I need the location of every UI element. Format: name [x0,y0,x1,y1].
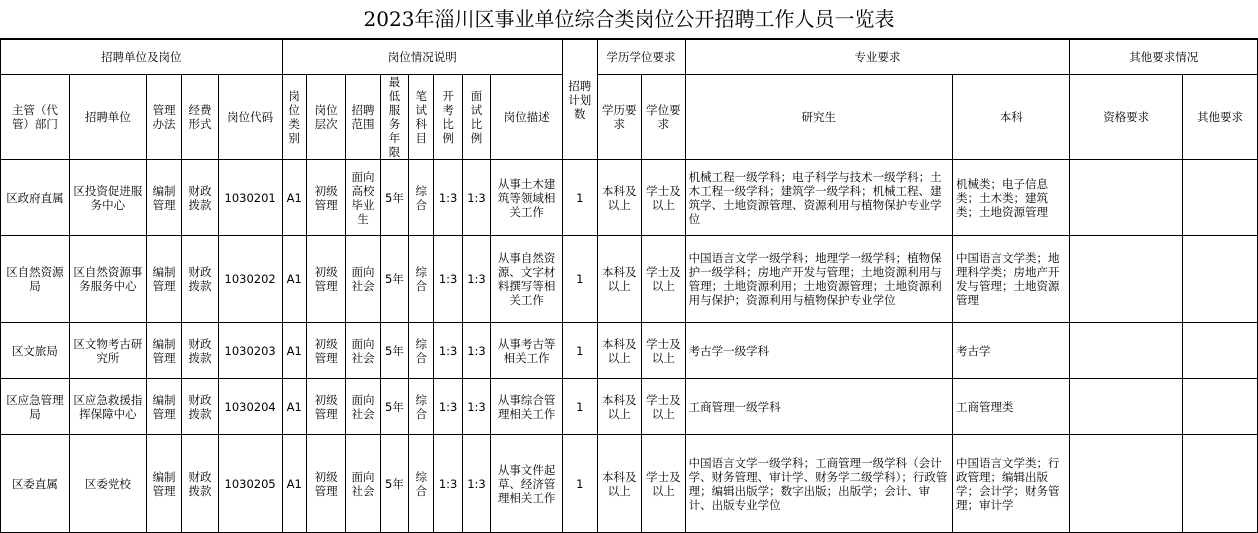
cell-desc: 从事综合管理相关工作 [491,379,563,435]
header-years: 最低服务年限 [380,75,408,160]
cell-degree: 学士及以上 [642,323,686,379]
group-header-row [1,40,1258,75]
cell-category: A1 [282,435,306,533]
cell-edu: 本科及以上 [597,160,642,236]
header-level: 岗位层次 [306,75,346,160]
cell-interview: 1:3 [462,379,490,435]
header-mgmt: 管理办法 [146,75,181,160]
cell-level: 初级管理 [306,379,346,435]
cell-ratio: 1:3 [434,323,462,379]
header-edu: 学历要求 [597,75,642,160]
cell-bach: 考古学 [953,323,1070,379]
header-qual: 资格要求 [1070,75,1182,160]
cell-exam: 综合 [409,435,434,533]
cell-exam: 综合 [409,236,434,323]
cell-category: A1 [282,379,306,435]
cell-dept: 区自然资源局 [1,236,70,323]
cell-plan: 1 [563,323,597,379]
cell-other [1182,323,1257,379]
cell-category: A1 [282,236,306,323]
cell-interview: 1:3 [462,435,490,533]
group-header-other: 其他要求情况 [1070,40,1258,75]
cell-qual [1070,236,1182,323]
cell-ratio: 1:3 [434,435,462,533]
cell-years: 5年 [380,236,408,323]
cell-exam: 综合 [409,160,434,236]
cell-unit: 区文物考古研究所 [69,323,146,379]
cell-interview: 1:3 [462,160,490,236]
cell-plan: 1 [563,160,597,236]
header-other: 其他要求 [1182,75,1257,160]
cell-interview: 1:3 [462,323,490,379]
cell-code: 1030203 [218,323,282,379]
cell-code: 1030204 [218,379,282,435]
cell-funding: 财政拨款 [182,379,218,435]
cell-exam: 综合 [409,323,434,379]
header-exam: 笔试科目 [409,75,434,160]
cell-bach: 中国语言文学类；行政管理；编辑出版学；会计学；财务管理；审计学 [953,435,1070,533]
cell-edu: 本科及以上 [597,379,642,435]
cell-level: 初级管理 [306,160,346,236]
cell-unit: 区委党校 [69,435,146,533]
cell-ratio: 1:3 [434,160,462,236]
cell-mgmt: 编制管理 [146,160,181,236]
cell-grad: 机械工程一级学科；电子科学与技术一级学科；土木工程一级学科；建筑学一级学科；机械工程、建筑学、土地资源管理、资源利用与植物保护专业学位 [685,160,952,236]
group-header-position: 岗位情况说明 [282,40,563,75]
cell-other [1182,435,1257,533]
cell-years: 5年 [380,323,408,379]
header-plan: 招聘计划数 [563,40,597,160]
table-row [1,379,1258,435]
cell-ratio: 1:3 [434,379,462,435]
cell-bach: 机械类；电子信息类；土木类；建筑类；土地资源管理 [953,160,1070,236]
cell-interview: 1:3 [462,236,490,323]
cell-other [1182,160,1257,236]
cell-code: 1030202 [218,236,282,323]
cell-degree: 学士及以上 [642,435,686,533]
cell-degree: 学士及以上 [642,160,686,236]
cell-code: 1030201 [218,160,282,236]
cell-desc: 从事土木建筑等领域相关工作 [491,160,563,236]
cell-desc: 从事文件起草、经济管理相关工作 [491,435,563,533]
group-header-education: 学历学位要求 [597,40,685,75]
cell-level: 初级管理 [306,435,346,533]
header-desc: 岗位描述 [491,75,563,160]
header-degree: 学位要求 [642,75,686,160]
cell-funding: 财政拨款 [182,160,218,236]
header-code: 岗位代码 [218,75,282,160]
table-row [1,236,1258,323]
cell-code: 1030205 [218,435,282,533]
cell-mgmt: 编制管理 [146,323,181,379]
cell-level: 初级管理 [306,236,346,323]
cell-category: A1 [282,160,306,236]
cell-dept: 区政府直属 [1,160,70,236]
page-title: 2023年淄川区事业单位综合类岗位公开招聘工作人员一览表 [0,0,1258,39]
cell-dept: 区委直属 [1,435,70,533]
recruitment-table [0,39,1258,533]
header-funding: 经费形式 [182,75,218,160]
cell-qual [1070,379,1182,435]
header-category: 岗位类别 [282,75,306,160]
cell-funding: 财政拨款 [182,236,218,323]
cell-desc: 从事自然资源、文字材料撰写等相关工作 [491,236,563,323]
cell-scope: 面向社会 [346,323,380,379]
cell-funding: 财政拨款 [182,323,218,379]
cell-exam: 综合 [409,379,434,435]
cell-unit: 区投资促进服务中心 [69,160,146,236]
cell-bach: 中国语言文学类；地理科学类；房地产开发与管理；土地资源管理 [953,236,1070,323]
cell-plan: 1 [563,435,597,533]
sub-header-row [1,75,1258,160]
header-dept: 主管（代管）部门 [1,75,70,160]
cell-years: 5年 [380,435,408,533]
group-header-unit: 招聘单位及岗位 [1,40,283,75]
cell-qual [1070,323,1182,379]
cell-mgmt: 编制管理 [146,236,181,323]
cell-unit: 区应急救援指挥保障中心 [69,379,146,435]
cell-bach: 工商管理类 [953,379,1070,435]
cell-qual [1070,435,1182,533]
cell-scope: 面向社会 [346,379,380,435]
cell-desc: 从事考古等相关工作 [491,323,563,379]
header-bach: 本科 [953,75,1070,160]
cell-scope: 面向社会 [346,435,380,533]
cell-funding: 财政拨款 [182,435,218,533]
cell-years: 5年 [380,379,408,435]
table-row [1,323,1258,379]
cell-mgmt: 编制管理 [146,379,181,435]
cell-qual [1070,160,1182,236]
cell-plan: 1 [563,379,597,435]
cell-edu: 本科及以上 [597,435,642,533]
cell-grad: 考古学一级学科 [685,323,952,379]
cell-grad: 工商管理一级学科 [685,379,952,435]
cell-unit: 区自然资源事务服务中心 [69,236,146,323]
cell-scope: 面向社会 [346,236,380,323]
table-row [1,160,1258,236]
cell-mgmt: 编制管理 [146,435,181,533]
cell-scope: 面向高校毕业生 [346,160,380,236]
cell-other [1182,236,1257,323]
cell-ratio: 1:3 [434,236,462,323]
cell-dept: 区文旅局 [1,323,70,379]
cell-category: A1 [282,323,306,379]
cell-dept: 区应急管理局 [1,379,70,435]
cell-plan: 1 [563,236,597,323]
cell-degree: 学士及以上 [642,236,686,323]
header-ratio: 开考比例 [434,75,462,160]
header-grad: 研究生 [685,75,952,160]
cell-level: 初级管理 [306,323,346,379]
cell-grad: 中国语言文学一级学科；工商管理一级学科（会计学、财务管理、审计学、财务学二级学科）；行政管理；编辑出版学；数字出版；出版学；会计、审计、出版专业学位 [685,435,952,533]
header-interview: 面试比例 [462,75,490,160]
header-unit: 招聘单位 [69,75,146,160]
cell-grad: 中国语言文学一级学科；地理学一级学科；植物保护一级学科；房地产开发与管理；土地资源利用与管理；土地资源利用；土地资源管理；土地资源利用与保护；资源利用与植物保护专业学位 [685,236,952,323]
group-header-major: 专业要求 [685,40,1070,75]
cell-years: 5年 [380,160,408,236]
header-scope: 招聘范围 [346,75,380,160]
table-row [1,435,1258,533]
cell-other [1182,379,1257,435]
cell-edu: 本科及以上 [597,236,642,323]
cell-degree: 学士及以上 [642,379,686,435]
cell-edu: 本科及以上 [597,323,642,379]
